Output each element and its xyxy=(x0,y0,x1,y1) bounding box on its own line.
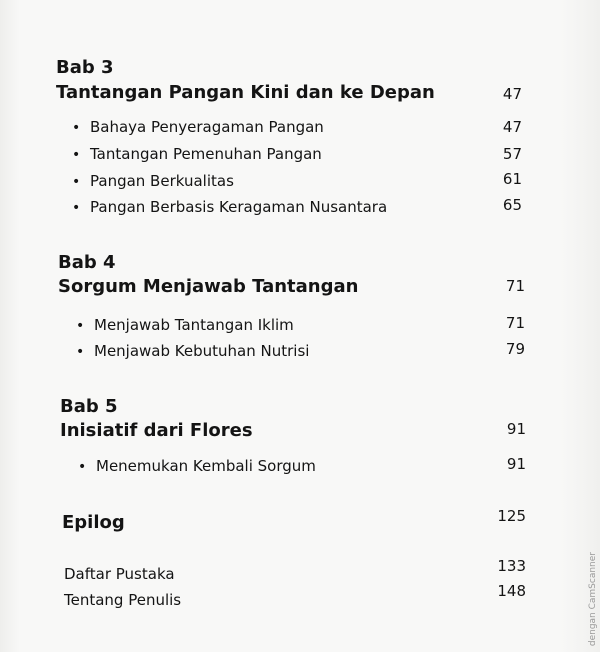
scanner-watermark: dengan CamScanner xyxy=(588,551,598,646)
chapter-5-page: 91 xyxy=(506,420,526,438)
bullet-icon: • xyxy=(78,459,87,475)
toc-item-text: Menemukan Kembali Sorgum xyxy=(96,457,316,475)
tentang-penulis-page: 148 xyxy=(497,582,526,600)
toc-item-text: Tantangan Pemenuhan Pangan xyxy=(90,145,322,163)
toc-item xyxy=(78,457,316,475)
bullet-icon: • xyxy=(72,200,81,216)
tentang-penulis-label: Tentang Penulis xyxy=(64,591,182,609)
chapter-4-title: Sorgum Menjawab Tantangan xyxy=(58,276,359,297)
chapter-4-page: 71 xyxy=(505,277,525,295)
epilog-title: Epilog xyxy=(62,512,125,533)
toc-item-page: 71 xyxy=(505,314,525,332)
bullet-icon: • xyxy=(72,147,81,163)
chapter-3-title: Tantangan Pangan Kini dan ke Depan xyxy=(56,82,435,103)
toc-item-page: 79 xyxy=(505,340,525,358)
toc-item-text: Menjawab Kebutuhan Nutrisi xyxy=(94,342,310,360)
epilog-page: 125 xyxy=(497,507,526,525)
toc-item-text: Pangan Berkualitas xyxy=(90,172,234,190)
chapter-3-label: Bab 3 xyxy=(56,57,114,78)
bullet-icon: • xyxy=(72,174,81,190)
toc-item-text: Menjawab Tantangan Iklim xyxy=(94,316,294,334)
toc-item-page: 57 xyxy=(502,145,522,163)
toc-item-page: 91 xyxy=(506,455,526,473)
bullet-icon: • xyxy=(72,120,81,136)
toc-item xyxy=(72,172,234,190)
toc-item xyxy=(72,145,322,163)
toc-item xyxy=(76,316,294,334)
toc-item xyxy=(76,342,309,360)
daftar-pustaka-label: Daftar Pustaka xyxy=(64,565,175,583)
daftar-pustaka-page: 133 xyxy=(497,557,526,575)
bullet-icon: • xyxy=(76,318,85,334)
toc-item xyxy=(72,198,387,216)
toc-item xyxy=(72,118,324,136)
chapter-5-label: Bab 5 xyxy=(60,396,118,417)
toc-item-text: Bahaya Penyeragaman Pangan xyxy=(90,118,324,136)
toc-item-page: 65 xyxy=(502,196,522,214)
toc-item-text: Pangan Berbasis Keragaman Nusantara xyxy=(90,198,388,216)
chapter-4-label: Bab 4 xyxy=(58,252,116,273)
chapter-5-title: Inisiatif dari Flores xyxy=(60,420,253,441)
toc-item-page: 47 xyxy=(502,118,522,136)
chapter-3-page: 47 xyxy=(502,85,522,103)
toc-item-page: 61 xyxy=(502,170,522,188)
bullet-icon: • xyxy=(76,344,85,360)
